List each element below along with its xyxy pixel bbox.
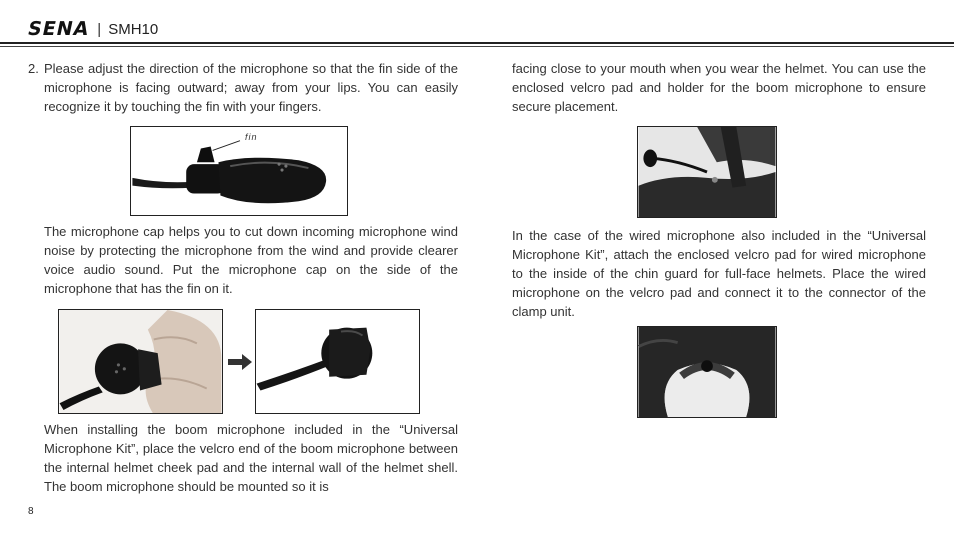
step-number: 2. — [28, 61, 39, 76]
fin-label: fin — [245, 132, 258, 142]
figure-wired-mic-chin-guard — [637, 326, 777, 418]
microphone-fin-illustration — [131, 127, 347, 215]
figure-boom-mic-installed — [637, 126, 777, 218]
right-arrow-icon — [228, 354, 252, 370]
microphone-with-cap-illustration — [256, 310, 419, 413]
model-name: SMH10 — [108, 20, 159, 38]
boom-mic-in-helmet-illustration — [638, 127, 776, 217]
header-rule-thin — [0, 46, 954, 47]
page-number: 8 — [28, 506, 34, 517]
microphone-cap-text: The microphone cap helps you to cut down incoming microphone wind noise by protecting the microphone from the wind and provide clearer voice audio sound. Put the microphone cap on the side of the microphone that has the fin on it. — [44, 224, 458, 296]
header-rule — [0, 42, 954, 44]
continued-text: facing close to your mouth when you wear the helmet. You can use the enclosed velcro pad and holder for the boom microphone to ensure secure placement. — [512, 61, 926, 114]
hand-attaching-cap-illustration — [59, 310, 222, 413]
wired-mic-chin-guard-illustration — [638, 327, 776, 417]
installation-text: When installing the boom microphone included in the “Universal Microphone Kit”, place the velcro end of the boom microphone between the internal helmet cheek pad and the internal wall of the helmet shell. The boom microphone should be mounted so it is — [44, 422, 458, 494]
figure-cap-attached — [255, 309, 420, 414]
figure-cap-attaching — [58, 309, 223, 414]
header-separator: | — [97, 20, 102, 38]
step-2-text: Please adjust the direction of the microphone so that the fin side of the microphone is facing outward; away from your lips. You can easily recognize it by touching the fin with your fingers. — [44, 61, 458, 114]
page-header — [25, 18, 159, 40]
sena-logo: SENA — [25, 18, 92, 40]
figure-microphone-fin — [130, 126, 348, 216]
wired-microphone-text: In the case of the wired microphone also included in the “Universal Microphone Kit”, attach the enclosed velcro pad for wired microphone to the inside of the chin guard for full-face helmets. Place the wired microphone on the velcro pad and connect it to the connector of the clamp unit. — [512, 228, 926, 319]
